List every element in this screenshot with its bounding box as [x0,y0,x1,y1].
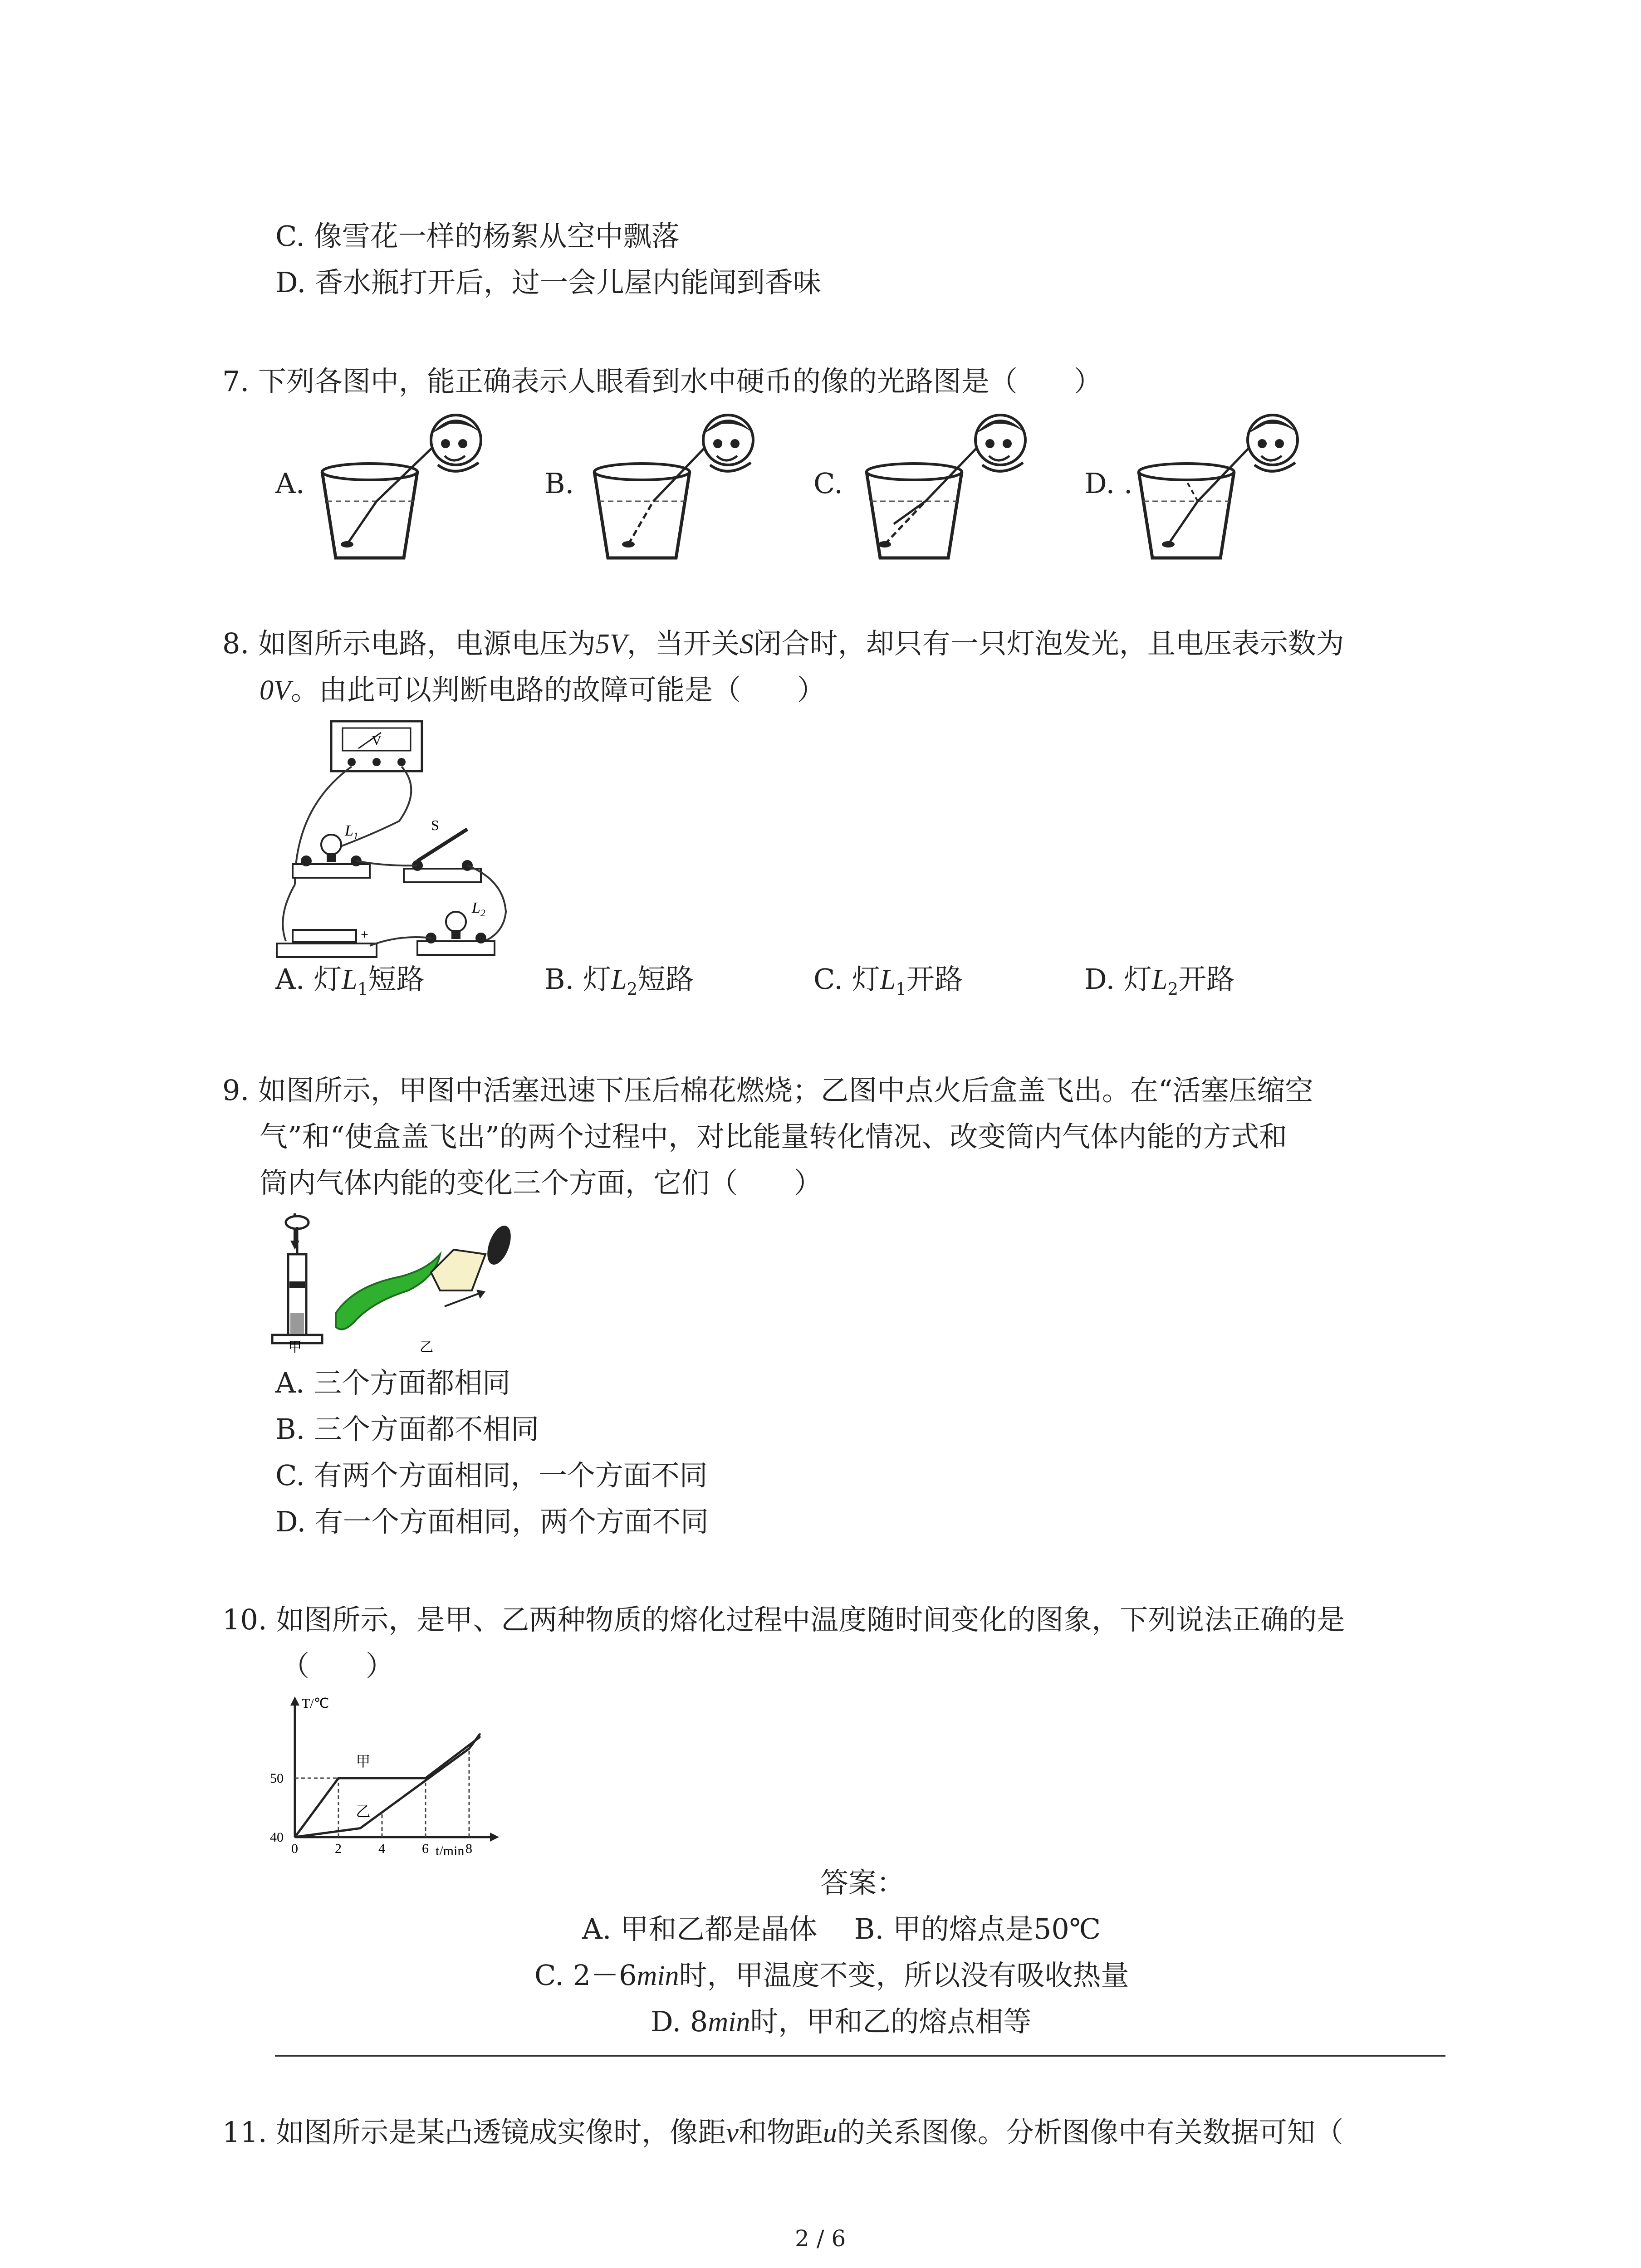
q9-option-c: C. 有两个方面相同，一个方面不同 [275,1459,708,1492]
series-point [480,1733,481,1735]
q7-figure-d [1130,408,1320,567]
series-line-2 [295,1734,480,1838]
y-tick-label: 40 [270,1830,284,1845]
figure-label-yi: 乙 [420,1339,433,1354]
q9-stem-line2: 气”和“使盒盖飞出”的两个过程中，对比能量转化情况、改变筒内气体内能的方式和 [260,1120,1288,1153]
q10-option-d: D. 8min时，甲和乙的熔点相等 [651,2005,1032,2038]
separator-rule [275,2055,1445,2057]
q7-option-a-label: A. [275,467,305,500]
q6-option-d: D. 香水瓶打开后，过一会儿屋内能闻到香味 [275,266,821,299]
q7-option-b-label: B. [544,467,574,500]
series-point [294,1837,296,1838]
lamp2-label: $L_2$ [472,899,485,919]
q7-figure-c [857,408,1048,567]
x-tick-label: 6 [422,1841,429,1855]
q10-stem-line2: （ ） [281,1649,394,1682]
x-axis-arrow [490,1833,499,1842]
q10-temperature-chart [268,1687,522,1855]
y-tick-label: 50 [270,1771,284,1786]
q8-option-d: D. 灯$L_2$开路 [1084,963,1235,999]
y-axis-label: T/℃ [302,1696,329,1711]
x-tick-label: 2 [335,1841,342,1855]
q10-option-c: C. 2－6min时，甲温度不变，所以没有吸收热量 [534,1959,1129,1992]
q8-option-c: C. 灯$L_1$开路 [813,963,963,999]
q8-stem-line2: 0V。由此可以判断电路的故障可能是（ ） [260,673,825,706]
q8-circuit-figure [268,717,522,971]
x-tick-label: 4 [378,1841,385,1855]
q10-stem-line1: 10. 如图所示，是甲、乙两种物质的熔化过程中温度随时间变化的图象，下列说法正确的是 [222,1603,1345,1636]
q9-stem-line1: 9. 如图所示，甲图中活塞迅速下压后棉花燃烧；乙图中点火后盒盖飞出。在“活塞压缩空 [222,1074,1313,1107]
q8-option-a: A. 灯$L_1$短路 [275,963,425,999]
series-point [425,1778,426,1779]
q7-option-c-label: C. [813,467,843,500]
q7-option-d-label: D. . [1084,467,1133,500]
series-point [338,1778,339,1779]
lamp1-label: $L_1$ [345,822,358,841]
voltmeter-label: V [372,733,382,748]
q7-figure-a [313,408,504,567]
switch-label: S [431,817,439,833]
series-label-jia: 甲 [356,1753,371,1770]
series-point [360,1828,361,1829]
q9-option-b: B. 三个方面都不相同 [275,1413,539,1446]
figure-label-jia: 甲 [288,1339,302,1354]
q7-stem: 7. 下列各图中，能正确表示人眼看到水中硬币的像的光路图是（ ） [222,365,1102,398]
q9-option-d: D. 有一个方面相同，两个方面不同 [275,1505,709,1538]
answer-label: 答案： [820,1866,905,1899]
series-point [469,1748,470,1750]
q11-stem: 11. 如图所示是某凸透镜成实像时，像距v和物距u的关系图像。分析图像中有关数据可知（ [222,2116,1343,2149]
q9-option-a: A. 三个方面都相同 [275,1366,511,1399]
x-axis-label: t/min [436,1843,465,1855]
page-number: 2 / 6 [795,2225,846,2252]
q9-stem-line3: 筒内气体内能的变化三个方面，它们（ ） [260,1166,823,1199]
battery-plus-label: + [361,927,368,942]
q7-figure-b [585,408,776,567]
series-label-yi: 乙 [356,1803,371,1820]
x-tick-label: 0 [291,1841,298,1855]
q9-figure [263,1204,535,1354]
q6-option-c: C. 像雪花一样的杨絮从空中飘落 [275,220,680,253]
q8-option-b: B. 灯$L_2$短路 [544,963,694,999]
series-line-1 [295,1737,480,1837]
y-axis-arrow [290,1696,299,1706]
q8-stem-line1: 8. 如图所示电路，电源电压为5V，当开关S闭合时，却只有一只灯泡发光，且电压表示数为 [222,627,1344,660]
x-tick-label: 8 [465,1841,472,1855]
q10-options-ab: A. 甲和乙都是晶体 B. 甲的熔点是50℃ [582,1912,1101,1945]
